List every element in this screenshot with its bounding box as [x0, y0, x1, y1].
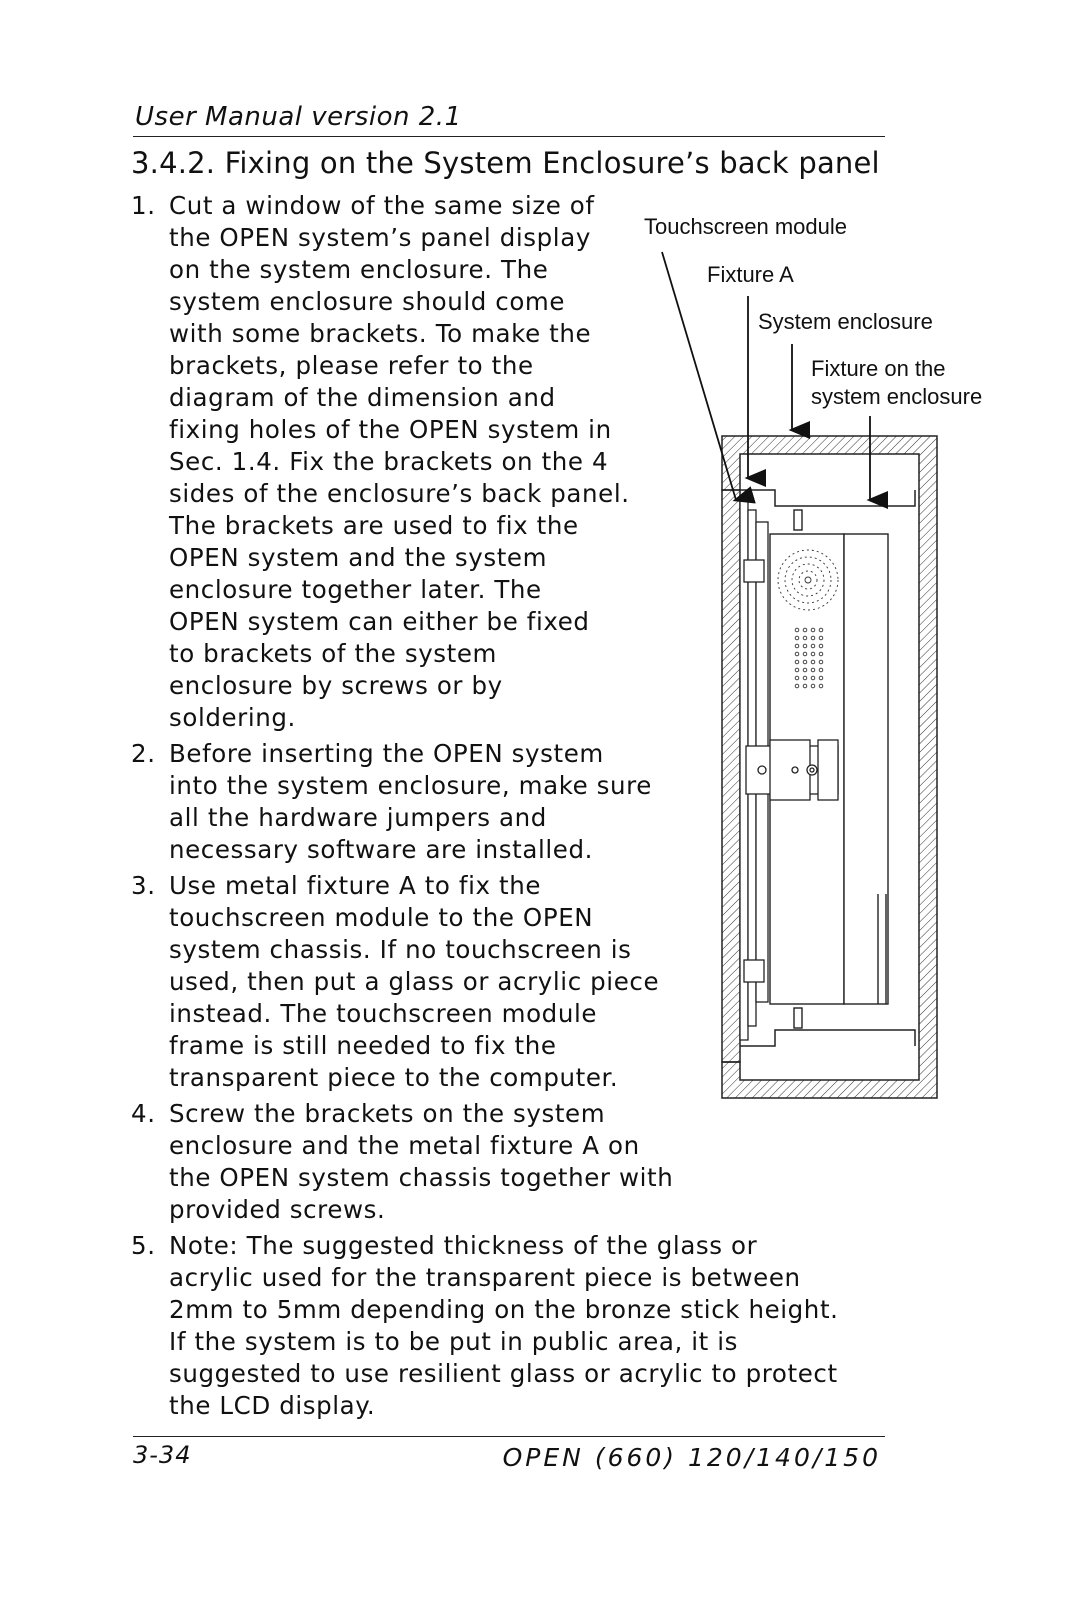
step-number: 2. — [131, 739, 156, 768]
step-line: enclosure together later. The — [169, 575, 542, 604]
step-line: OPEN system can either be fixed — [169, 607, 590, 636]
step-1 — [131, 190, 839, 734]
page-number: 3-34 — [133, 1441, 192, 1469]
step-list — [131, 190, 839, 1422]
step-line: acrylic used for the transparent piece is between — [169, 1263, 801, 1292]
section-heading: 3.4.2. Fixing on the System Enclosure’s back panel — [131, 146, 880, 180]
step-line: provided screws. — [169, 1195, 386, 1224]
step-line: Before inserting the OPEN system — [169, 739, 604, 768]
step-line: touchscreen module to the OPEN — [169, 903, 594, 932]
step-line: suggested to use resilient glass or acrylic to protect — [169, 1359, 838, 1388]
step-line: soldering. — [169, 703, 296, 732]
label-fixture-on-enclosure-2: system enclosure — [811, 384, 983, 409]
step-line: instead. The touchscreen module — [169, 999, 598, 1028]
step-line: OPEN system and the system — [169, 543, 548, 572]
step-line: 2mm to 5mm depending on the bronze stick height. — [169, 1295, 839, 1324]
step-line: all the hardware jumpers and — [169, 803, 547, 832]
step-line: Screw the brackets on the system — [169, 1099, 606, 1128]
step-line: into the system enclosure, make sure — [169, 771, 652, 800]
step-line: the OPEN system’s panel display — [169, 223, 591, 252]
label-fixture-on-enclosure-1: Fixture on the — [811, 356, 946, 381]
step-line: sides of the enclosure’s back panel. — [169, 479, 630, 508]
step-3 — [131, 870, 839, 1094]
step-number: 1. — [131, 191, 156, 220]
page-footer — [133, 1436, 885, 1477]
label-touchscreen-module: Touchscreen module — [644, 214, 848, 239]
page-header — [133, 100, 885, 137]
step-5 — [131, 1230, 839, 1422]
step-line: with some brackets. To make the — [169, 319, 592, 348]
step-2 — [131, 738, 839, 866]
step-line: enclosure by screws or by — [169, 671, 503, 700]
label-system-enclosure: System enclosure — [758, 309, 933, 334]
step-line: If the system is to be put in public area, it is — [169, 1327, 739, 1356]
step-line: diagram of the dimension and — [169, 383, 556, 412]
step-line: The brackets are used to fix the — [169, 511, 579, 540]
instructions — [131, 190, 839, 1426]
step-line: system enclosure should come — [169, 287, 566, 316]
step-4 — [131, 1098, 839, 1226]
step-line: to brackets of the system — [169, 639, 498, 668]
step-line: fixing holes of the OPEN system in — [169, 415, 612, 444]
step-number: 3. — [131, 871, 156, 900]
step-line: system chassis. If no touchscreen is — [169, 935, 632, 964]
step-line: the OPEN system chassis together with — [169, 1163, 674, 1192]
step-line: on the system enclosure. The — [169, 255, 549, 284]
step-line: Use metal fixture A to fix the — [169, 871, 542, 900]
product-name: OPEN (660) 120/140/150 — [502, 1443, 881, 1472]
step-line: brackets, please refer to the — [169, 351, 534, 380]
step-line: Note: The suggested thickness of the glass or — [169, 1231, 758, 1260]
step-line: enclosure and the metal fixture A on — [169, 1131, 640, 1160]
step-number: 4. — [131, 1099, 156, 1128]
step-line: transparent piece to the computer. — [169, 1063, 619, 1092]
manual-version-title: User Manual version 2.1 — [135, 102, 462, 132]
step-line: the LCD display. — [169, 1391, 376, 1420]
step-number: 5. — [131, 1231, 156, 1260]
step-line: necessary software are installed. — [169, 835, 594, 864]
step-line: used, then put a glass or acrylic piece — [169, 967, 660, 996]
step-line: frame is still needed to fix the — [169, 1031, 557, 1060]
step-line: Cut a window of the same size of — [169, 191, 595, 220]
label-fixture-a: Fixture A — [707, 262, 794, 287]
step-line: Sec. 1.4. Fix the brackets on the 4 — [169, 447, 609, 476]
